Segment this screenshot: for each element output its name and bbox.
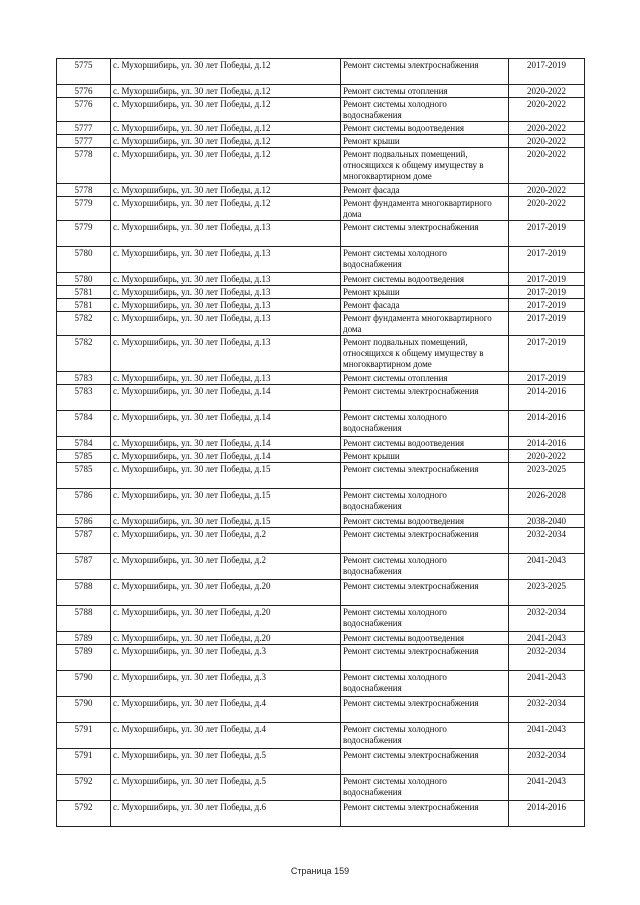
cell-number: 5787 (57, 554, 111, 580)
cell-address: с. Мухоршибирь, ул. 30 лет Победы, д.6 (111, 801, 341, 827)
cell-work-type: Ремонт системы водоотведения (341, 632, 509, 645)
cell-address: с. Мухоршибирь, ул. 30 лет Победы, д.14 (111, 411, 341, 437)
cell-period: 2020-2022 (509, 98, 585, 122)
cell-period: 2041-2043 (509, 632, 585, 645)
table-row (57, 450, 585, 463)
cell-address: с. Мухоршибирь, ул. 30 лет Победы, д.15 (111, 515, 341, 528)
cell-period: 2023-2025 (509, 463, 585, 489)
cell-number: 5790 (57, 697, 111, 723)
cell-work-type: Ремонт системы холодного водоснабжения (341, 489, 509, 515)
cell-period: 2017-2019 (509, 273, 585, 286)
cell-address: с. Мухоршибирь, ул. 30 лет Победы, д.2 (111, 528, 341, 554)
cell-period: 2041-2043 (509, 554, 585, 580)
cell-number: 5783 (57, 385, 111, 411)
cell-period: 2041-2043 (509, 775, 585, 801)
cell-period: 2014-2016 (509, 385, 585, 411)
cell-period: 2038-2040 (509, 515, 585, 528)
cell-period: 2020-2022 (509, 184, 585, 197)
table-row (57, 221, 585, 247)
cell-period: 2020-2022 (509, 197, 585, 221)
cell-work-type: Ремонт системы холодного водоснабжения (341, 98, 509, 122)
cell-number: 5792 (57, 775, 111, 801)
cell-work-type: Ремонт фасада (341, 184, 509, 197)
cell-number: 5786 (57, 489, 111, 515)
cell-address: с. Мухоршибирь, ул. 30 лет Победы, д.3 (111, 671, 341, 697)
cell-period: 2014-2016 (509, 801, 585, 827)
cell-address: с. Мухоршибирь, ул. 30 лет Победы, д.20 (111, 632, 341, 645)
cell-address: с. Мухоршибирь, ул. 30 лет Победы, д.14 (111, 385, 341, 411)
table-row (57, 554, 585, 580)
page-footer: Страница 159 (290, 866, 350, 876)
cell-period: 2026-2028 (509, 489, 585, 515)
cell-number: 5789 (57, 645, 111, 671)
cell-work-type: Ремонт системы электроснабжения (341, 528, 509, 554)
table-row (57, 197, 585, 221)
cell-address: с. Мухоршибирь, ул. 30 лет Победы, д.12 (111, 197, 341, 221)
cell-number: 5776 (57, 85, 111, 98)
cell-period: 2017-2019 (509, 247, 585, 273)
cell-address: с. Мухоршибирь, ул. 30 лет Победы, д.12 (111, 122, 341, 135)
cell-period: 2020-2022 (509, 135, 585, 148)
cell-period: 2020-2022 (509, 122, 585, 135)
table-row (57, 312, 585, 336)
cell-work-type: Ремонт системы водоотведения (341, 273, 509, 286)
table-row (57, 299, 585, 312)
table-row (57, 411, 585, 437)
cell-address: с. Мухоршибирь, ул. 30 лет Победы, д.13 (111, 372, 341, 385)
cell-address: с. Мухоршибирь, ул. 30 лет Победы, д.4 (111, 723, 341, 749)
cell-period: 2032-2034 (509, 749, 585, 775)
cell-work-type: Ремонт системы отопления (341, 372, 509, 385)
table-row (57, 775, 585, 801)
cell-address: с. Мухоршибирь, ул. 30 лет Победы, д.15 (111, 489, 341, 515)
table-row (57, 606, 585, 632)
cell-number: 5777 (57, 122, 111, 135)
cell-work-type: Ремонт системы электроснабжения (341, 59, 509, 85)
cell-period: 2017-2019 (509, 221, 585, 247)
cell-work-type: Ремонт системы электроснабжения (341, 749, 509, 775)
table-row (57, 489, 585, 515)
cell-address: с. Мухоршибирь, ул. 30 лет Победы, д.5 (111, 749, 341, 775)
cell-address: с. Мухоршибирь, ул. 30 лет Победы, д.12 (111, 135, 341, 148)
cell-address: с. Мухоршибирь, ул. 30 лет Победы, д.5 (111, 775, 341, 801)
cell-address: с. Мухоршибирь, ул. 30 лет Победы, д.13 (111, 273, 341, 286)
cell-number: 5783 (57, 372, 111, 385)
cell-number: 5779 (57, 197, 111, 221)
cell-work-type: Ремонт системы электроснабжения (341, 221, 509, 247)
cell-number: 5784 (57, 437, 111, 450)
cell-number: 5782 (57, 336, 111, 372)
cell-work-type: Ремонт системы электроснабжения (341, 645, 509, 671)
cell-work-type: Ремонт подвальных помещений, относящихся к общему имуществу в многоквартирном доме (341, 148, 509, 184)
cell-work-type: Ремонт системы холодного водоснабжения (341, 247, 509, 273)
cell-number: 5784 (57, 411, 111, 437)
table-row (57, 148, 585, 184)
cell-period: 2032-2034 (509, 645, 585, 671)
cell-address: с. Мухоршибирь, ул. 30 лет Победы, д.15 (111, 463, 341, 489)
table-row (57, 463, 585, 489)
cell-period: 2041-2043 (509, 723, 585, 749)
cell-work-type: Ремонт системы водоотведения (341, 122, 509, 135)
cell-period: 2020-2022 (509, 148, 585, 184)
cell-work-type: Ремонт системы холодного водоснабжения (341, 775, 509, 801)
table-row (57, 184, 585, 197)
cell-number: 5787 (57, 528, 111, 554)
cell-work-type: Ремонт системы холодного водоснабжения (341, 411, 509, 437)
cell-work-type: Ремонт крыши (341, 286, 509, 299)
cell-address: с. Мухоршибирь, ул. 30 лет Победы, д.20 (111, 580, 341, 606)
cell-period: 2032-2034 (509, 528, 585, 554)
cell-address: с. Мухоршибирь, ул. 30 лет Победы, д.2 (111, 554, 341, 580)
cell-period: 2032-2034 (509, 606, 585, 632)
cell-number: 5786 (57, 515, 111, 528)
cell-address: с. Мухоршибирь, ул. 30 лет Победы, д.13 (111, 299, 341, 312)
cell-work-type: Ремонт системы отопления (341, 85, 509, 98)
cell-address: с. Мухоршибирь, ул. 30 лет Победы, д.13 (111, 336, 341, 372)
cell-address: с. Мухоршибирь, ул. 30 лет Победы, д.13 (111, 221, 341, 247)
table-row (57, 247, 585, 273)
cell-period: 2020-2022 (509, 450, 585, 463)
table-row (57, 437, 585, 450)
cell-period: 2017-2019 (509, 59, 585, 85)
cell-number: 5788 (57, 606, 111, 632)
cell-period: 2020-2022 (509, 85, 585, 98)
cell-work-type: Ремонт системы холодного водоснабжения (341, 671, 509, 697)
table-row (57, 801, 585, 827)
table-row (57, 671, 585, 697)
cell-number: 5776 (57, 98, 111, 122)
table-row (57, 59, 585, 85)
cell-work-type: Ремонт системы холодного водоснабжения (341, 606, 509, 632)
cell-number: 5791 (57, 723, 111, 749)
cell-period: 2017-2019 (509, 372, 585, 385)
cell-number: 5781 (57, 299, 111, 312)
table-row (57, 632, 585, 645)
cell-number: 5778 (57, 184, 111, 197)
cell-address: с. Мухоршибирь, ул. 30 лет Победы, д.4 (111, 697, 341, 723)
cell-work-type: Ремонт фундамента многоквартирного дома (341, 312, 509, 336)
cell-period: 2017-2019 (509, 299, 585, 312)
cell-period: 2041-2043 (509, 671, 585, 697)
cell-period: 2017-2019 (509, 336, 585, 372)
cell-address: с. Мухоршибирь, ул. 30 лет Победы, д.12 (111, 184, 341, 197)
cell-number: 5782 (57, 312, 111, 336)
cell-period: 2014-2016 (509, 411, 585, 437)
cell-work-type: Ремонт системы холодного водоснабжения (341, 723, 509, 749)
cell-work-type: Ремонт системы водоотведения (341, 437, 509, 450)
cell-period: 2014-2016 (509, 437, 585, 450)
table-row (57, 385, 585, 411)
table-row (57, 286, 585, 299)
cell-address: с. Мухоршибирь, ул. 30 лет Победы, д.14 (111, 450, 341, 463)
cell-address: с. Мухоршибирь, ул. 30 лет Победы, д.12 (111, 59, 341, 85)
repair-schedule-table (56, 58, 585, 827)
cell-number: 5775 (57, 59, 111, 85)
cell-address: с. Мухоршибирь, ул. 30 лет Победы, д.12 (111, 85, 341, 98)
cell-number: 5791 (57, 749, 111, 775)
cell-work-type: Ремонт системы холодного водоснабжения (341, 554, 509, 580)
table-row (57, 515, 585, 528)
cell-work-type: Ремонт системы электроснабжения (341, 580, 509, 606)
cell-number: 5780 (57, 273, 111, 286)
table-row (57, 135, 585, 148)
table-row (57, 273, 585, 286)
cell-address: с. Мухоршибирь, ул. 30 лет Победы, д.12 (111, 148, 341, 184)
cell-address: с. Мухоршибирь, ул. 30 лет Победы, д.3 (111, 645, 341, 671)
cell-number: 5785 (57, 450, 111, 463)
cell-number: 5778 (57, 148, 111, 184)
cell-number: 5785 (57, 463, 111, 489)
cell-work-type: Ремонт крыши (341, 450, 509, 463)
cell-work-type: Ремонт фасада (341, 299, 509, 312)
table-row (57, 528, 585, 554)
table-row (57, 749, 585, 775)
cell-number: 5777 (57, 135, 111, 148)
table-row (57, 372, 585, 385)
cell-address: с. Мухоршибирь, ул. 30 лет Победы, д.20 (111, 606, 341, 632)
table-row (57, 723, 585, 749)
cell-address: с. Мухоршибирь, ул. 30 лет Победы, д.14 (111, 437, 341, 450)
table-row (57, 645, 585, 671)
cell-period: 2032-2034 (509, 697, 585, 723)
cell-period: 2023-2025 (509, 580, 585, 606)
cell-period: 2017-2019 (509, 312, 585, 336)
cell-work-type: Ремонт системы электроснабжения (341, 697, 509, 723)
cell-work-type: Ремонт системы электроснабжения (341, 385, 509, 411)
cell-number: 5790 (57, 671, 111, 697)
table-row (57, 98, 585, 122)
cell-work-type: Ремонт крыши (341, 135, 509, 148)
cell-number: 5792 (57, 801, 111, 827)
table-row (57, 85, 585, 98)
cell-work-type: Ремонт системы электроснабжения (341, 463, 509, 489)
cell-address: с. Мухоршибирь, ул. 30 лет Победы, д.12 (111, 98, 341, 122)
table-body (57, 59, 585, 827)
cell-number: 5780 (57, 247, 111, 273)
cell-work-type: Ремонт фундамента многоквартирного дома (341, 197, 509, 221)
cell-number: 5781 (57, 286, 111, 299)
table-row (57, 580, 585, 606)
cell-work-type: Ремонт подвальных помещений, относящихся к общему имуществу в многоквартирном доме (341, 336, 509, 372)
table-row (57, 122, 585, 135)
cell-number: 5789 (57, 632, 111, 645)
cell-number: 5779 (57, 221, 111, 247)
table-row (57, 697, 585, 723)
cell-address: с. Мухоршибирь, ул. 30 лет Победы, д.13 (111, 286, 341, 299)
table-row (57, 336, 585, 372)
cell-address: с. Мухоршибирь, ул. 30 лет Победы, д.13 (111, 247, 341, 273)
cell-address: с. Мухоршибирь, ул. 30 лет Победы, д.13 (111, 312, 341, 336)
cell-period: 2017-2019 (509, 286, 585, 299)
cell-number: 5788 (57, 580, 111, 606)
cell-work-type: Ремонт системы электроснабжения (341, 801, 509, 827)
cell-work-type: Ремонт системы водоотведения (341, 515, 509, 528)
